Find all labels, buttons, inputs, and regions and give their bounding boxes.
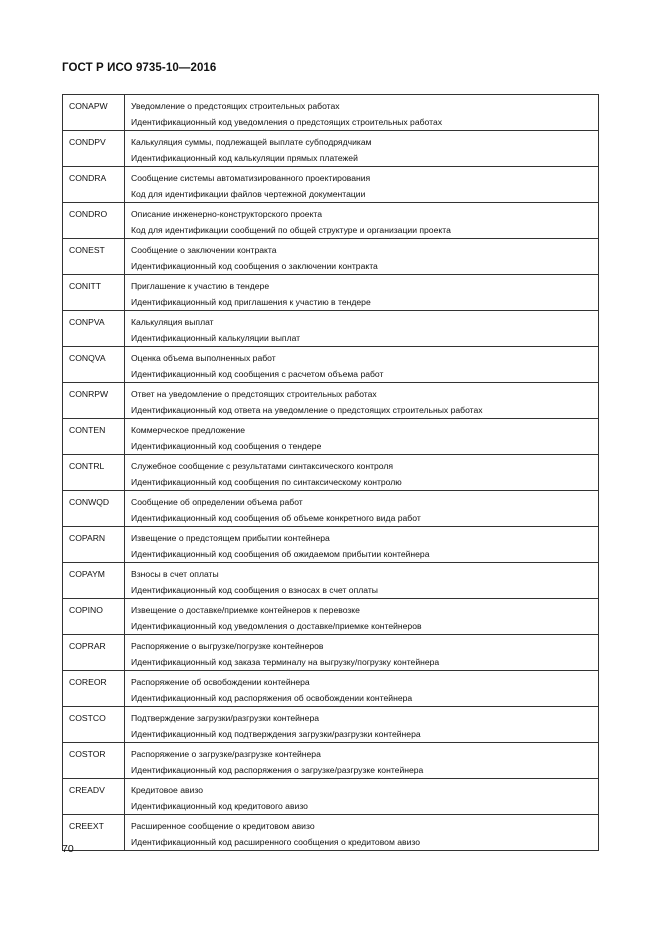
- message-description-cell: [125, 131, 599, 167]
- table-row: [63, 347, 599, 383]
- message-description-cell: [125, 491, 599, 527]
- message-description-cell: [125, 815, 599, 851]
- message-code-cell: COPARN: [63, 527, 125, 563]
- table-row: [63, 779, 599, 815]
- message-code-cell: CONTEN: [63, 419, 125, 455]
- message-name: Приглашение к участию в тендере: [131, 281, 270, 291]
- page-number: 70: [62, 843, 74, 855]
- message-code-table: [62, 94, 599, 851]
- message-identifier-description: Идентификационный калькуляции выплат: [131, 333, 301, 343]
- message-name: Описание инженерно-конструкторского проекта: [131, 209, 323, 219]
- message-description-cell: [125, 563, 599, 599]
- table-row: [63, 815, 599, 851]
- message-code-cell: CONTRL: [63, 455, 125, 491]
- message-code-cell: COPAYM: [63, 563, 125, 599]
- message-name: Подтверждение загрузки/разгрузки контейнера: [131, 713, 320, 723]
- message-identifier-description: Код для идентификации файлов чертежной документации: [131, 189, 366, 199]
- message-identifier-description: Идентификационный код распоряжения о загрузке/разгрузке контейнера: [131, 765, 424, 775]
- message-name: Распоряжение о загрузке/разгрузке контейнера: [131, 749, 321, 759]
- message-name: Служебное сообщение с результатами синтаксического контроля: [131, 461, 394, 471]
- message-code-cell: CONDRA: [63, 167, 125, 203]
- message-description-cell: [125, 275, 599, 311]
- message-identifier-description: Идентификационный код сообщения об ожидаемом прибытии контейнера: [131, 549, 430, 559]
- message-identifier-description: Идентификационный код кредитового авизо: [131, 801, 308, 811]
- table-row: [63, 707, 599, 743]
- message-name: Распоряжение о выгрузке/погрузке контейнеров: [131, 641, 324, 651]
- message-description-cell: [125, 419, 599, 455]
- message-description-cell: [125, 383, 599, 419]
- message-code-cell: CONQVA: [63, 347, 125, 383]
- table-row: [63, 419, 599, 455]
- message-description-cell: [125, 599, 599, 635]
- message-description-cell: [125, 635, 599, 671]
- table-row: [63, 311, 599, 347]
- message-name: Сообщение системы автоматизированного проектирования: [131, 173, 371, 183]
- message-identifier-description: Идентификационный код сообщения об объеме конкретного вида работ: [131, 513, 421, 523]
- table-row: [63, 203, 599, 239]
- message-name: Уведомление о предстоящих строительных работах: [131, 101, 340, 111]
- table-row: [63, 275, 599, 311]
- message-name: Извещение о предстоящем прибытии контейнера: [131, 533, 330, 543]
- table-row: [63, 671, 599, 707]
- message-identifier-description: Идентификационный код уведомления о доставке/приемке контейнеров: [131, 621, 422, 631]
- message-description-cell: [125, 527, 599, 563]
- message-code-cell: CONDPV: [63, 131, 125, 167]
- message-code-cell: COPRAR: [63, 635, 125, 671]
- message-identifier-description: Идентификационный код сообщения о заключении контракта: [131, 261, 378, 271]
- message-name: Сообщение об определении объема работ: [131, 497, 303, 507]
- table-row: [63, 527, 599, 563]
- table-row: [63, 131, 599, 167]
- table-body: [63, 95, 599, 851]
- message-identifier-description: Идентификационный код ответа на уведомление о предстоящих строительных работах: [131, 405, 483, 415]
- message-identifier-description: Идентификационный код уведомления о предстоящих строительных работах: [131, 117, 443, 127]
- message-code-cell: COREOR: [63, 671, 125, 707]
- message-code-cell: CONEST: [63, 239, 125, 275]
- message-name: Ответ на уведомление о предстоящих строительных работах: [131, 389, 377, 399]
- message-name: Сообщение о заключении контракта: [131, 245, 277, 255]
- message-description-cell: [125, 455, 599, 491]
- message-identifier-description: Идентификационный код подтверждения загрузки/разгрузки контейнера: [131, 729, 421, 739]
- message-code-cell: CREADV: [63, 779, 125, 815]
- message-name: Коммерческое предложение: [131, 425, 246, 435]
- table-row: [63, 491, 599, 527]
- message-description-cell: [125, 167, 599, 203]
- message-description-cell: [125, 239, 599, 275]
- message-name: Расширенное сообщение о кредитовом авизо: [131, 821, 315, 831]
- message-identifier-description: Идентификационный код приглашения к участию в тендере: [131, 297, 371, 307]
- table-row: [63, 167, 599, 203]
- message-identifier-description: Код для идентификации сообщений по общей структуре и организации проекта: [131, 225, 451, 235]
- message-description-cell: [125, 671, 599, 707]
- table-row: [63, 455, 599, 491]
- message-description-cell: [125, 707, 599, 743]
- message-description-cell: [125, 203, 599, 239]
- message-identifier-description: Идентификационный код калькуляции прямых платежей: [131, 153, 358, 163]
- message-code-cell: COSTCO: [63, 707, 125, 743]
- message-identifier-description: Идентификационный код расширенного сообщения о кредитовом авизо: [131, 837, 421, 847]
- message-code-cell: CONITT: [63, 275, 125, 311]
- message-name: Распоряжение об освобождении контейнера: [131, 677, 310, 687]
- message-code-cell: COSTOR: [63, 743, 125, 779]
- message-name: Кредитовое авизо: [131, 785, 203, 795]
- message-identifier-description: Идентификационный код сообщения о взносах в счет оплаты: [131, 585, 378, 595]
- table-row: [63, 635, 599, 671]
- message-code-cell: CONDRO: [63, 203, 125, 239]
- message-identifier-description: Идентификационный код распоряжения об освобождении контейнера: [131, 693, 413, 703]
- document-header: ГОСТ Р ИСО 9735-10—2016: [62, 62, 217, 74]
- message-code-cell: CONPVA: [63, 311, 125, 347]
- message-description-cell: [125, 311, 599, 347]
- table-row: [63, 239, 599, 275]
- message-code-cell: CONWQD: [63, 491, 125, 527]
- message-code-cell: CONRPW: [63, 383, 125, 419]
- message-identifier-description: Идентификационный код сообщения по синтаксическому контролю: [131, 477, 402, 487]
- table-row: [63, 563, 599, 599]
- table-row: [63, 95, 599, 131]
- message-description-cell: [125, 347, 599, 383]
- message-code-cell: CONAPW: [63, 95, 125, 131]
- message-name: Извещение о доставке/приемке контейнеров к перевозке: [131, 605, 360, 615]
- message-name: Калькуляция выплат: [131, 317, 214, 327]
- message-description-cell: [125, 779, 599, 815]
- table-row: [63, 383, 599, 419]
- message-code-cell: CREEXT: [63, 815, 125, 851]
- message-identifier-description: Идентификационный код сообщения с расчетом объема работ: [131, 369, 384, 379]
- table-row: [63, 599, 599, 635]
- message-description-cell: [125, 743, 599, 779]
- table-row: [63, 743, 599, 779]
- message-code-cell: COPINO: [63, 599, 125, 635]
- message-name: Оценка объема выполненных работ: [131, 353, 276, 363]
- message-name: Калькуляция суммы, подлежащей выплате субподрядчикам: [131, 137, 372, 147]
- message-identifier-description: Идентификационный код сообщения о тендере: [131, 441, 322, 451]
- message-identifier-description: Идентификационный код заказа терминалу на выгрузку/погрузку контейнера: [131, 657, 440, 667]
- message-description-cell: [125, 95, 599, 131]
- message-name: Взносы в счет оплаты: [131, 569, 219, 579]
